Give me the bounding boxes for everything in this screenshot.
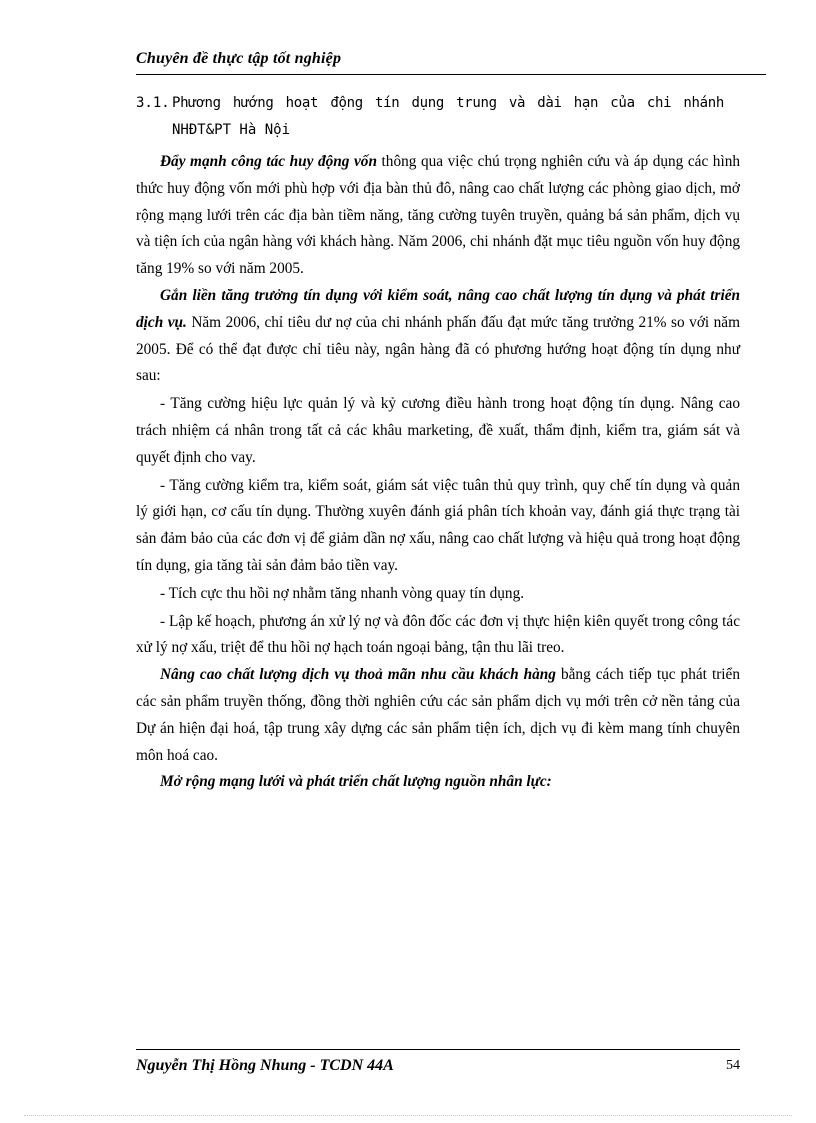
paragraph-lead: Nâng cao chất lượng dịch vụ thoả mãn nhu cầu khách hàng (160, 666, 556, 684)
paragraph-text: bằng cách tiếp tục phát triển các sản phẩm truyền thống, đồng thời nghiên cứu các sản phẩm dịch vụ mới trên cở nền tảng của Dự án hiện đại hoá, tập trung xây dựng các sản phẩm tiện ích, dịch vụ đi kèm mang tính chuyên môn hoá cao. (136, 666, 740, 764)
page-edge-dotted-line (24, 1115, 792, 1117)
footer-rule (136, 1049, 740, 1050)
bullet-management (136, 391, 740, 471)
section-title-line2: NHĐT&PT Hà Nội (172, 122, 291, 138)
document-body (136, 90, 740, 796)
paragraph-lead: Gắn liền tăng trưởng tín dụng với kiểm soát, nâng cao chất lượng tín dụng và phát triển dịch vụ. (136, 286, 740, 331)
paragraph-text: Năm 2006, chỉ tiêu dư nợ của chi nhánh phấn đấu đạt mức tăng trưởng 21% so với năm 2005. Để có thể đạt được chỉ tiêu này, ngân hàng đã có phương hướng hoạt động tín dụng như sau: (136, 313, 740, 385)
footer-author: Nguyễn Thị Hồng Nhung - TCDN 44A (136, 1057, 394, 1074)
bullet-text: - Tích cực thu hồi nợ nhằm tăng nhanh vòng quay tín dụng. (160, 584, 525, 602)
bullet-debt-plan (136, 609, 740, 663)
page-number: 54 (726, 1058, 740, 1073)
section-number: 3.1. (136, 95, 170, 111)
header-title: Chuyên đề thực tập tốt nghiệp (136, 50, 342, 67)
bullet-text: - Lập kế hoạch, phương án xử lý nợ và đôn đốc các đơn vị thực hiện kiên quyết trong công tác xử lý nợ xấu, triệt để thu hồi nợ hạch toán ngoại bảng, tận thu lãi treo. (136, 612, 740, 657)
section-title-line1: Phương hướng hoạt động tín dụng trung và dài hạn của chi nhánh (172, 95, 724, 111)
paragraph-network-expansion (136, 769, 740, 796)
paragraph-credit-growth (136, 283, 740, 390)
paragraph-lead: Đẩy mạnh công tác huy động vốn (160, 153, 377, 170)
paragraph-service-quality (136, 662, 740, 769)
paragraph-text: thông qua việc chú trọng nghiên cứu và áp dụng các hình thức huy động vốn mới phù hợp với địa bàn thủ đô, nâng cao chất lượng các phòng giao dịch, mở rộng mạng lưới trên các địa bàn tiềm năng, tăng cường tuyên truyền, quảng bá sản phẩm, dịch vụ và tiện ích của ngân hàng với khách hàng. Năm 2006, chi nhánh đặt mục tiêu nguồn vốn huy động tăng 19% so với năm 2005. (136, 153, 740, 278)
bullet-debt-recovery (136, 581, 740, 608)
section-heading (136, 90, 740, 144)
paragraph-lead: Mở rộng mạng lưới và phát triển chất lượng nguồn nhân lực: (160, 773, 552, 791)
bullet-inspection (136, 473, 740, 580)
paragraph-capital-mobilization (136, 149, 740, 283)
bullet-text: - Tăng cường kiểm tra, kiểm soát, giám sát việc tuân thủ quy trình, quy chế tín dụng và quản lý giới hạn, cơ cấu tín dụng. Thường xuyên đánh giá phân tích khoản vay, đánh giá thực trạng tài sản đảm bảo của các đơn vị để giảm dần nợ xấu, nâng cao chất lượng và hiệu quả trong hoạt động tín dụng, gia tăng tài sản đảm bảo tiền vay. (136, 476, 740, 574)
bullet-text: - Tăng cường hiệu lực quản lý và kỷ cương điều hành trong hoạt động tín dụng. Nâng cao trách nhiệm cá nhân trong tất cả các khâu marketing, đề xuất, thẩm định, kiểm tra, giám sát và quyết định cho vay. (136, 395, 740, 466)
header-rule (136, 74, 766, 75)
page-header (136, 48, 766, 70)
